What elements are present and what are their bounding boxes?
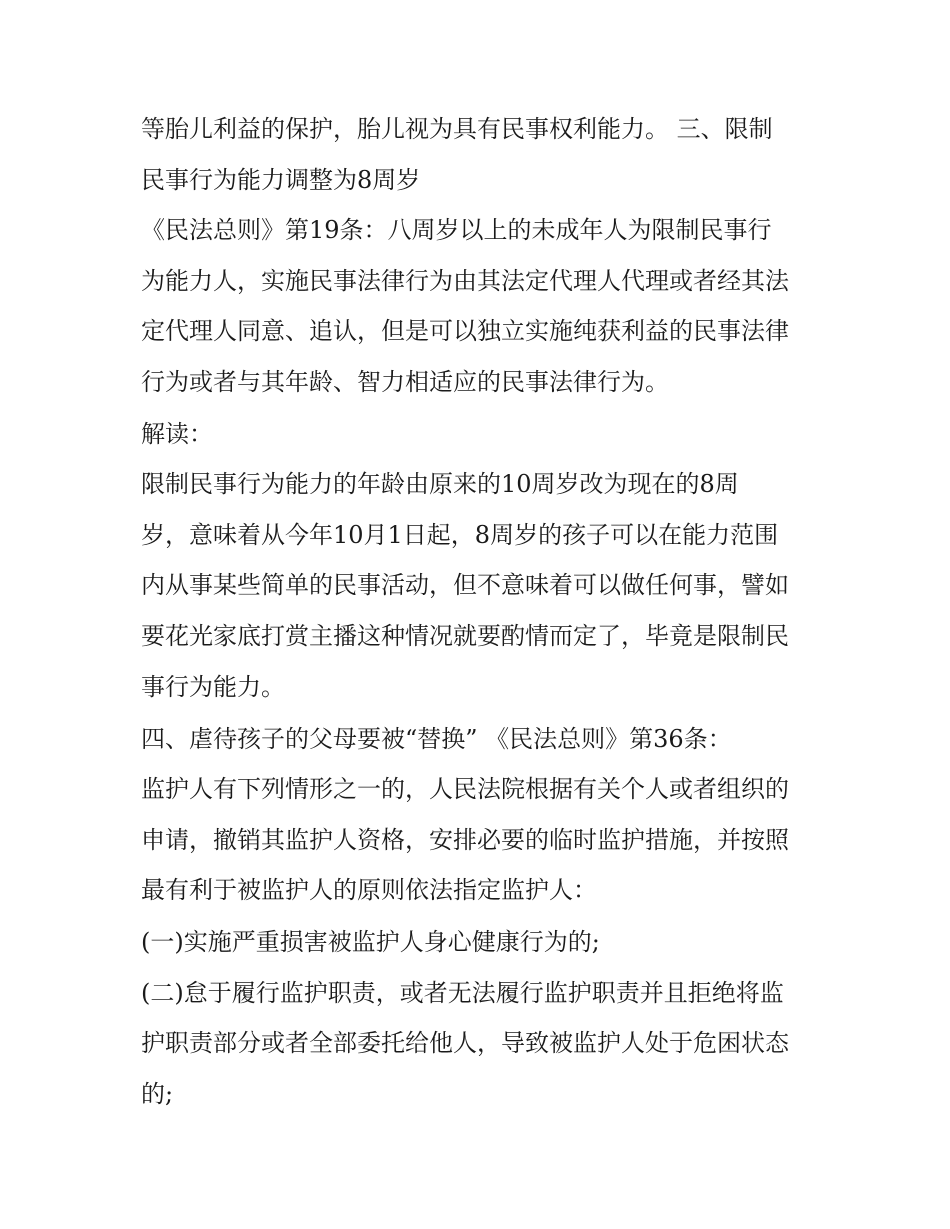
text-line: 的; bbox=[141, 1080, 174, 1108]
text-line: 等胎儿利益的保护，胎儿视为具有民事权利能力。 三、限制 bbox=[141, 115, 773, 143]
text-line: 申请，撤销其监护人资格，安排必要的临时监护措施，并按照 bbox=[141, 826, 789, 854]
text-line: 事行为能力。 bbox=[141, 673, 285, 701]
text-line: 民事行为能力调整为8周岁 bbox=[141, 166, 421, 194]
text-line: 最有利于被监护人的原则依法指定监护人： bbox=[141, 876, 597, 904]
text-line: 限制民事行为能力的年龄由原来的10周岁改为现在的8周 bbox=[141, 470, 739, 498]
text-line: 护职责部分或者全部委托给他人，导致被监护人处于危困状态 bbox=[141, 1029, 789, 1057]
text-line: 内从事某些简单的民事活动，但不意味着可以做任何事，譬如 bbox=[141, 571, 789, 599]
text-line: (二)怠于履行监护职责，或者无法履行监护职责并且拒绝将监 bbox=[141, 979, 784, 1007]
text-line: 解读： bbox=[141, 420, 213, 448]
text-line: 四、虐待孩子的父母要被“替换” 《民法总则》第36条： bbox=[141, 725, 732, 753]
text-line: 《民法总则》第19条：八周岁以上的未成年人为限制民事行 bbox=[141, 216, 772, 244]
text-line: 监护人有下列情形之一的，人民法院根据有关个人或者组织的 bbox=[141, 775, 789, 803]
text-line: 要花光家底打赏主播这种情况就要酌情而定了，毕竟是限制民 bbox=[141, 622, 789, 650]
text-line: 为能力人，实施民事法律行为由其法定代理人代理或者经其法 bbox=[141, 267, 789, 295]
text-line: 行为或者与其年龄、智力相适应的民事法律行为。 bbox=[141, 368, 669, 396]
text-line: 定代理人同意、追认，但是可以独立实施纯获利益的民事法律 bbox=[141, 317, 789, 345]
text-line: (一)实施严重损害被监护人身心健康行为的; bbox=[141, 928, 600, 956]
text-line: 岁，意味着从今年10月1日起，8周岁的孩子可以在能力范围 bbox=[141, 521, 779, 549]
